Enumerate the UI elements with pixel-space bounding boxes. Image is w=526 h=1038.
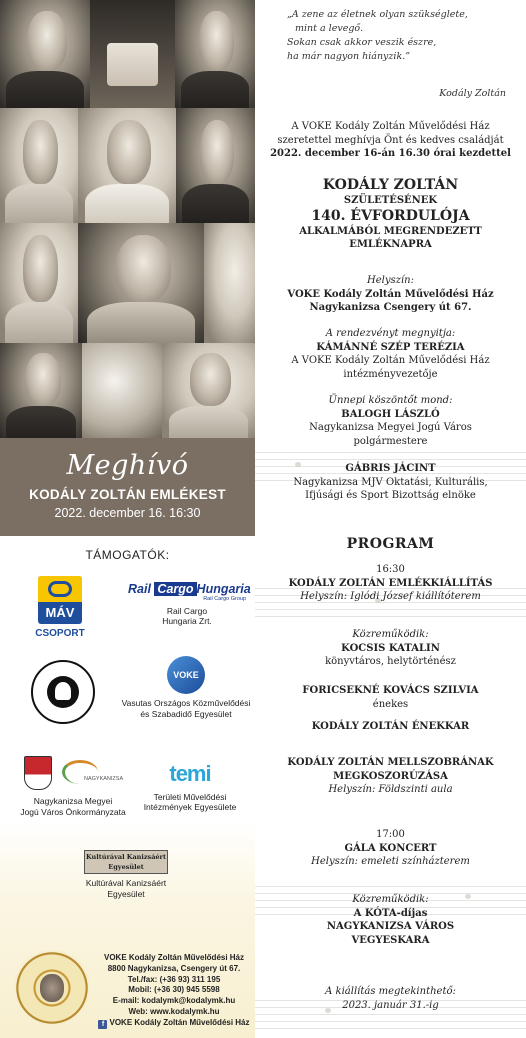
portrait-collage [0, 0, 255, 438]
temi-logo-icon: temi [169, 761, 211, 786]
program-item-concert: 17:00 GÁLA KONCERT Helyszín: emeleti színházterem [311, 829, 470, 867]
quote: „A zene az életnek olyan szükséglete, mint a levegő. Sokan csak akkor veszik észre, ha már nagyon hiányzik.” [287, 9, 468, 62]
right-column [255, 0, 526, 1038]
contact-email[interactable]: E-mail: kodalymk@kodalymk.hu [112, 996, 236, 1006]
sponsor-nagykanizsa: NAGYKANIZSA Nagykanizsa Megyei Jogú Város Önkormányzata [18, 756, 128, 817]
program-item-exhibition: 16:30 KODÁLY ZOLTÁN EMLÉKKIÁLLÍTÁS Helyszín: Iglódi József kiállítóterem [288, 564, 493, 602]
sponsor-voke: VOKE Vasutas Országos Közművelődési és Szabadidő Egyesület [120, 656, 252, 719]
nagykanizsa-logo-icon: NAGYKANIZSA [58, 756, 122, 790]
sponsor-rail-cargo: Rail Cargo Hungaria Rail Cargo Group Rail Cargo Hungaria Zrt. [128, 582, 251, 627]
coat-of-arms-icon [24, 756, 52, 790]
rail-cargo-caption-1: Rail Cargo [166, 605, 208, 616]
portrait-photo [175, 0, 255, 108]
sponsor-temi: temi Területi Művelődési Intézmények Egyesülete [132, 760, 248, 813]
portrait-photo [0, 223, 78, 343]
rail-cargo-caption-2: Hungaria Zrt. [162, 616, 212, 627]
contact-block [96, 953, 252, 1029]
nepfoiskola-logo-icon [31, 660, 95, 724]
mav-caption: CSOPORT [35, 628, 85, 639]
voke-logo-icon: VOKE [167, 656, 205, 694]
event-title: KODÁLY ZOLTÁN EMLÉKEST [29, 487, 226, 502]
contributor-choir: KODÁLY ZOLTÁN ÉNEKKAR [311, 721, 470, 732]
portrait-photo [0, 108, 78, 223]
contact-web[interactable]: Web: www.kodalymk.hu [128, 1006, 220, 1016]
sponsor-nepfoiskola [28, 660, 98, 728]
greeter-2: GÁBRIS JÁCINT Nagykanizsa MJV Oktatási, Kulturális, Ifjúsági és Sport Bizottság elnöke [293, 463, 488, 501]
portrait-photo [162, 343, 255, 438]
rail-cargo-logo-icon: Rail Cargo Hungaria [128, 582, 251, 596]
contributor-singer: FORICSEKNÉ KOVÁCS SZILVIA énekes [302, 685, 479, 710]
contributors-2: Közreműködik: A KÓTA-díjas NAGYKANIZSA VÁROS VEGYESKARA [326, 894, 455, 946]
portrait-photo [82, 343, 162, 438]
invitation-banner [0, 438, 255, 536]
portrait-photo [204, 223, 255, 343]
intro: A VOKE Kodály Zoltán Művelődési Ház szeretettel meghívja Önt és kedves családját 2022. december 16-án 16.30 órai kezdettel [270, 121, 511, 159]
contact-address: 8800 Nagykanizsa, Csengery út 67. [107, 963, 241, 973]
portrait-photo [90, 0, 175, 108]
program-item-wreath: KODÁLY ZOLTÁN MELLSZOBRÁNAK MEGKOSZORÚZÁSA Helyszín: Földszinti aula [287, 757, 494, 795]
portrait-photo [176, 108, 255, 223]
opening: A rendezvényt megnyitja: KÁMÁNNÉ SZÉP TERÉZIA A VOKE Kodály Zoltán Művelődési Ház intézményvezetője [291, 328, 490, 380]
exhibition-dates: A kiállítás megtekinthető: 2023. január 31.-ig [325, 986, 456, 1011]
kodaly-house-seal-icon [14, 950, 90, 1026]
contact-name: VOKE Kodály Zoltán Művelődési Ház [103, 953, 245, 962]
portrait-photo [78, 108, 176, 223]
left-column [0, 0, 255, 1038]
event-date: 2022. december 16. 16:30 [54, 506, 201, 520]
headline: KODÁLY ZOLTÁN SZÜLETÉSÉNEK 140. ÉVFORDULÓJA ALKALMÁBÓL MEGRENDEZETT EMLÉKNAPRA [299, 177, 482, 250]
sponsor-kulturaval-kanizsaert: Kultúrával Kanizsáért Egyesület Kultúrával Kanizsáért Egyesület [70, 850, 182, 899]
mav-logo-icon: MÁV [38, 576, 82, 624]
greeting: Ünnepi köszöntőt mond: BALOGH LÁSZLÓ Nagykanizsa Megyei Jogú Város polgármestere [309, 395, 472, 447]
venue: Helyszín: VOKE Kodály Zoltán Művelődési Ház Nagykanizsa Csengery út 67. [287, 275, 494, 313]
facebook-icon: f [98, 1020, 107, 1029]
invite-word: Meghívó [66, 450, 189, 481]
contact-telfax: Tel./fax: (+36 93) 311 195 [127, 974, 221, 984]
contact-mobil: Mobil: (+36 30) 945 5598 [128, 985, 220, 995]
contributors-1: Közreműködik: KOCSIS KATALIN könyvtáros, helytörténész [325, 629, 456, 667]
portrait-photo [0, 343, 82, 438]
kulturaval-kanizsaert-logo-icon: Kultúrával Kanizsáért Egyesület [84, 850, 168, 874]
sponsor-mav [30, 576, 90, 641]
portrait-photo [78, 223, 204, 343]
supporters-heading: TÁMOGATÓK: [85, 548, 170, 562]
portrait-photo [0, 0, 90, 108]
program-heading: PROGRAM [346, 536, 435, 552]
contact-facebook[interactable]: f VOKE Kodály Zoltán Művelődési Ház [96, 1018, 252, 1029]
quote-author: Kodály Zoltán [439, 88, 506, 99]
